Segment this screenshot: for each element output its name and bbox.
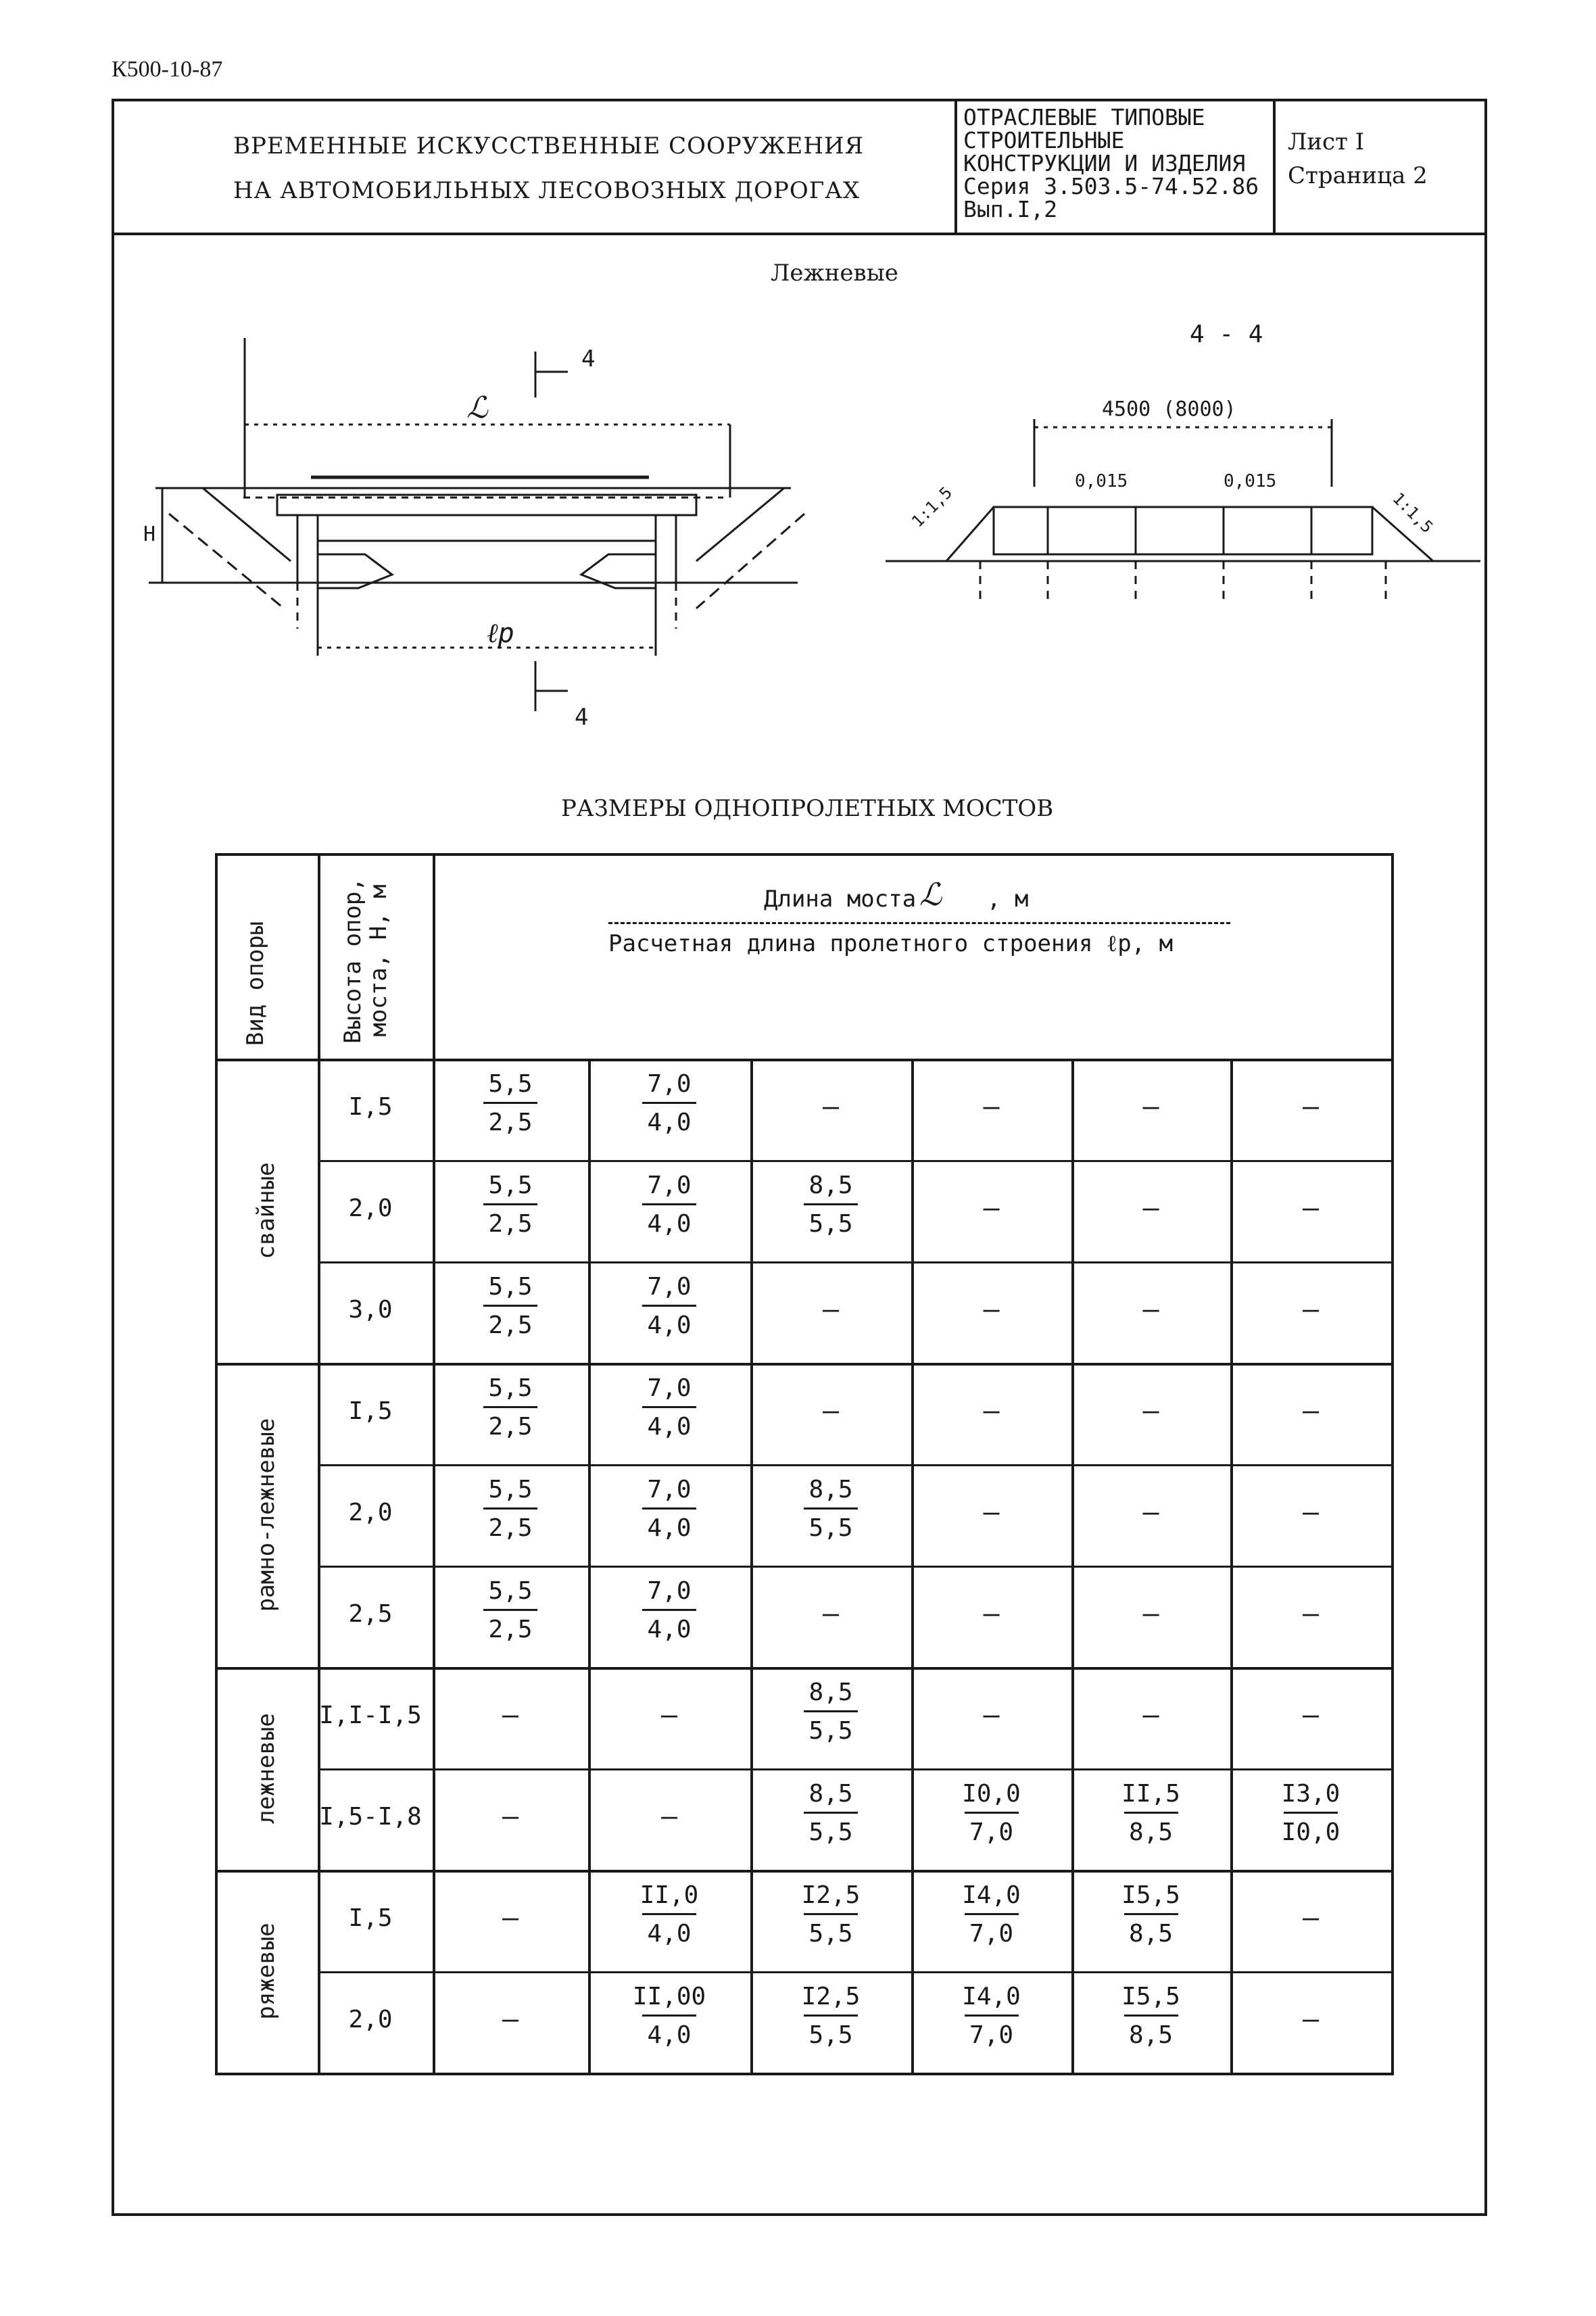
length-label: ℒ	[466, 391, 488, 425]
span-length-value: 4,0	[647, 1919, 692, 1948]
fraction-bar	[804, 2015, 858, 2017]
header-fraction-bar	[608, 922, 1230, 924]
table-cell: —	[983, 1497, 1000, 1528]
fraction-bar	[1124, 2015, 1178, 2017]
table-cell: —	[502, 1801, 519, 1832]
span-length-value: 4,0	[647, 1514, 692, 1542]
embank-left-label: 1:1,5	[908, 483, 957, 531]
height-value: I,5	[348, 1093, 393, 1121]
bridge-length-value: 5,5	[488, 1273, 533, 1301]
fraction-bar	[642, 2015, 696, 2017]
table-cell	[595, 1375, 744, 1440]
table-cell	[436, 1375, 585, 1440]
table-group-line	[215, 1667, 1391, 1670]
bridge-length-value: II,0	[639, 1881, 699, 1909]
height-value: I,I-I,5	[319, 1702, 422, 1729]
fraction-bar	[483, 1609, 537, 1611]
table-cell: —	[983, 1395, 1000, 1426]
span-length-value: 4,0	[647, 1412, 692, 1441]
bridge-length-value: 5,5	[488, 1476, 533, 1503]
header-length-symbol: ℒ	[919, 876, 942, 913]
bridge-length-value: 7,0	[647, 1374, 692, 1402]
table-bottom-border	[215, 2073, 1391, 2075]
table-cell	[595, 1882, 744, 1947]
span-length-value: 5,5	[808, 1818, 853, 1846]
table-cell	[756, 1882, 905, 1947]
span-length-value: 2,5	[488, 1514, 533, 1542]
slope-left-label: 0,015	[1075, 471, 1128, 491]
table-cell	[1077, 1781, 1226, 1845]
table-cell: —	[502, 1699, 519, 1731]
table-cell: —	[660, 1801, 678, 1832]
table-cell: —	[822, 1598, 840, 1629]
bridge-length-value: 8,5	[808, 1780, 853, 1808]
table-top-border	[215, 853, 1391, 856]
fraction-bar	[642, 1913, 696, 1915]
span-length-value: 5,5	[808, 1716, 853, 1745]
stamp-bottom-rule	[112, 233, 1487, 235]
bridge-length-value: 7,0	[647, 1273, 692, 1301]
table-cell: —	[1142, 1091, 1159, 1122]
bridge-length-value: 7,0	[647, 1476, 692, 1503]
bridge-length-value: 8,5	[808, 1679, 853, 1706]
span-length-value: 8,5	[1128, 1818, 1174, 1846]
fraction-bar	[642, 1203, 696, 1205]
table-cell	[1077, 1983, 1226, 2048]
span-length-value: 2,5	[488, 1209, 533, 1238]
span-length-value: 7,0	[969, 1818, 1014, 1846]
stamp-divider-1	[954, 99, 957, 234]
table-cell: —	[1302, 1091, 1320, 1122]
table-cell: —	[983, 1294, 1000, 1325]
series-line-1: ОТРАСЛЕВЫЕ ТИПОВЫЕ	[963, 104, 1205, 130]
col-support-type-header: Вид опоры	[242, 921, 269, 1046]
support-type-label: ряжевые	[253, 1923, 280, 2020]
table-cell: —	[822, 1294, 840, 1325]
slope-right-label: 0,015	[1224, 471, 1277, 491]
span-length-value: 2,5	[488, 1311, 533, 1339]
span-length-value: 4,0	[647, 1311, 692, 1339]
embank-right-label: 1:1,5	[1388, 489, 1437, 537]
table-cell: —	[983, 1091, 1000, 1122]
drawing-caption: Лежневые	[771, 260, 898, 287]
bridge-length-value: 7,0	[647, 1172, 692, 1199]
header-length-unit: , м	[987, 886, 1029, 913]
table-cell: —	[502, 2004, 519, 2035]
table-group-line	[215, 1363, 1391, 1366]
bridge-length-value: 5,5	[488, 1374, 533, 1402]
span-length-value: 4,0	[647, 1209, 692, 1238]
table-cell: —	[983, 1598, 1000, 1629]
table-cell: —	[1142, 1497, 1159, 1528]
span-label: ℓр	[487, 618, 514, 649]
height-value: 2,5	[348, 1600, 393, 1628]
fraction-bar	[804, 1913, 858, 1915]
table-cell	[436, 1578, 585, 1643]
section-mark-top: 4	[581, 345, 596, 372]
table-cell	[595, 1578, 744, 1643]
fraction-bar	[642, 1305, 696, 1307]
table-cell	[1077, 1882, 1226, 1947]
bridge-length-value: I2,5	[801, 1983, 861, 2010]
col-height-header-1: Высота опор,	[339, 877, 366, 1044]
fraction-bar	[804, 1710, 858, 1712]
section-title: 4 - 4	[1190, 320, 1263, 348]
height-value: I,5	[348, 1904, 393, 1932]
span-length-value: 2,5	[488, 1412, 533, 1441]
stamp-title-line-2: НА АВТОМОБИЛЬНЫХ ЛЕСОВОЗНЫХ ДОРОГАХ	[233, 177, 861, 204]
table-cell	[595, 1274, 744, 1338]
bridge-length-value: 7,0	[647, 1070, 692, 1098]
table-cell: —	[983, 1699, 1000, 1731]
cross-section-drawing	[872, 379, 1494, 662]
bridge-length-value: I0,0	[962, 1780, 1021, 1808]
table-cell: —	[1302, 1395, 1320, 1426]
table-cell: —	[1302, 1497, 1320, 1528]
header-span-label: Расчетная длина пролетного строения ℓр, м	[608, 930, 1174, 957]
section-mark-bottom: 4	[575, 704, 589, 730]
table-title: РАЗМЕРЫ ОДНОПРОЛЕТНЫХ МОСТОВ	[561, 795, 1054, 822]
table-group-line	[215, 1870, 1391, 1873]
table-header-border	[215, 1059, 1391, 1061]
bridge-length-value: II,5	[1121, 1780, 1180, 1808]
fraction-bar	[965, 1913, 1019, 1915]
fraction-bar	[483, 1203, 537, 1205]
span-length-value: 2,5	[488, 1615, 533, 1643]
span-length-value: 5,5	[808, 1514, 853, 1542]
table-cell	[595, 1071, 744, 1136]
bridge-length-value: 5,5	[488, 1577, 533, 1605]
fraction-bar	[642, 1102, 696, 1104]
series-line-4: Серия 3.503.5-74.52.86	[963, 173, 1259, 199]
table-cell: —	[1302, 1598, 1320, 1629]
height-value: 2,0	[348, 1499, 393, 1526]
table-col-line	[215, 853, 218, 2075]
fraction-bar	[642, 1507, 696, 1510]
height-value: 2,0	[348, 2006, 393, 2033]
support-type-label: свайные	[253, 1162, 280, 1259]
support-type-label: лежневые	[253, 1713, 280, 1824]
fraction-bar	[483, 1406, 537, 1408]
fraction-bar	[483, 1507, 537, 1510]
table-cell	[756, 1983, 905, 2048]
document-code: К500-10-87	[112, 57, 223, 82]
table-cell	[436, 1274, 585, 1338]
table-cell: —	[1142, 1699, 1159, 1731]
page-number: Страница 2	[1288, 162, 1428, 189]
table-cell	[756, 1679, 905, 1744]
table-cell: —	[1302, 1192, 1320, 1224]
table-row-line	[318, 1261, 1391, 1263]
bridge-length-value: 8,5	[808, 1476, 853, 1503]
table-row-line	[318, 1971, 1391, 1973]
table-row-line	[318, 1160, 1391, 1162]
table-row-line	[318, 1566, 1391, 1568]
bridge-length-value: I2,5	[801, 1881, 861, 1909]
col-height-header-2: моста, Н, м	[365, 884, 392, 1037]
span-length-value: 7,0	[969, 1919, 1014, 1948]
table-cell	[917, 1983, 1066, 2048]
span-length-value: I0,0	[1281, 1818, 1340, 1846]
table-cell	[436, 1172, 585, 1237]
span-length-value: 5,5	[808, 1209, 853, 1238]
table-cell: —	[1142, 1395, 1159, 1426]
fraction-bar	[804, 1203, 858, 1205]
fraction-bar	[965, 2015, 1019, 2017]
height-value: 3,0	[348, 1296, 393, 1324]
bridge-length-value: 5,5	[488, 1070, 533, 1098]
table-cell: —	[1142, 1294, 1159, 1325]
span-length-value: 5,5	[808, 2021, 853, 2049]
table-cell: —	[502, 1902, 519, 1933]
table-cell	[917, 1882, 1066, 1947]
bridge-length-value: 5,5	[488, 1172, 533, 1199]
table-cell	[756, 1781, 905, 1845]
table-row-line	[318, 1464, 1391, 1466]
bridge-length-value: 8,5	[808, 1172, 853, 1199]
table-cell	[1236, 1781, 1385, 1845]
width-label: 4500 (8000)	[1102, 397, 1236, 421]
table-cell: —	[822, 1091, 840, 1122]
table-cell	[595, 1476, 744, 1541]
table-cell	[595, 1983, 744, 2048]
span-length-value: 4,0	[647, 1615, 692, 1643]
bridge-length-value: 7,0	[647, 1577, 692, 1605]
bridge-elevation-drawing	[135, 338, 811, 730]
table-col-line	[1391, 853, 1394, 2075]
fraction-bar	[1124, 1913, 1178, 1915]
span-length-value: 4,0	[647, 2021, 692, 2049]
span-length-value: 4,0	[647, 1108, 692, 1136]
span-length-value: 5,5	[808, 1919, 853, 1948]
series-line-2: СТРОИТЕЛЬНЫЕ	[963, 127, 1125, 153]
table-cell: —	[660, 1699, 678, 1731]
height-label: H	[143, 523, 156, 546]
bridge-length-value: I5,5	[1121, 1983, 1180, 2010]
fraction-bar	[642, 1609, 696, 1611]
fraction-bar	[483, 1305, 537, 1307]
series-line-3: КОНСТРУКЦИИ И ИЗДЕЛИЯ	[963, 150, 1246, 176]
bridge-length-value: II,00	[632, 1983, 706, 2010]
table-cell	[436, 1476, 585, 1541]
fraction-bar	[804, 1507, 858, 1510]
height-value: I,5-I,8	[319, 1803, 422, 1831]
fraction-bar	[1284, 1812, 1338, 1814]
series-line-5: Вып.I,2	[963, 196, 1058, 222]
table-cell	[756, 1172, 905, 1237]
span-length-value: 8,5	[1128, 1919, 1174, 1948]
fraction-bar	[804, 1812, 858, 1814]
table-cell	[917, 1781, 1066, 1845]
height-value: 2,0	[348, 1195, 393, 1222]
table-cell	[436, 1071, 585, 1136]
table-cell: —	[1302, 1902, 1320, 1933]
table-cell: —	[822, 1395, 840, 1426]
table-cell	[595, 1172, 744, 1237]
span-length-value: 7,0	[969, 2021, 1014, 2049]
stamp-title-line-1: ВРЕМЕННЫЕ ИСКУССТВЕННЫЕ СООРУЖЕНИЯ	[233, 132, 865, 160]
height-value: I,5	[348, 1397, 393, 1425]
header-length-label: Длина моста	[764, 886, 917, 913]
bridge-length-value: I4,0	[962, 1983, 1021, 2010]
table-cell	[756, 1476, 905, 1541]
table-cell: —	[1142, 1598, 1159, 1629]
sheet-number: Лист I	[1288, 128, 1365, 155]
span-length-value: 8,5	[1128, 2021, 1174, 2049]
span-length-value: 2,5	[488, 1108, 533, 1136]
fraction-bar	[642, 1406, 696, 1408]
table-cell: —	[983, 1192, 1000, 1224]
fraction-bar	[965, 1812, 1019, 1814]
table-cell: —	[1302, 2004, 1320, 2035]
table-cell: —	[1302, 1294, 1320, 1325]
table-cell: —	[1142, 1192, 1159, 1224]
table-row-line	[318, 1768, 1391, 1770]
fraction-bar	[483, 1102, 537, 1104]
bridge-length-value: I3,0	[1281, 1780, 1340, 1808]
stamp-divider-2	[1273, 99, 1276, 234]
support-type-label: рамно-лежневые	[253, 1418, 280, 1612]
bridge-length-value: I5,5	[1121, 1881, 1180, 1909]
table-cell: —	[1302, 1699, 1320, 1731]
bridge-length-value: I4,0	[962, 1881, 1021, 1909]
fraction-bar	[1124, 1812, 1178, 1814]
